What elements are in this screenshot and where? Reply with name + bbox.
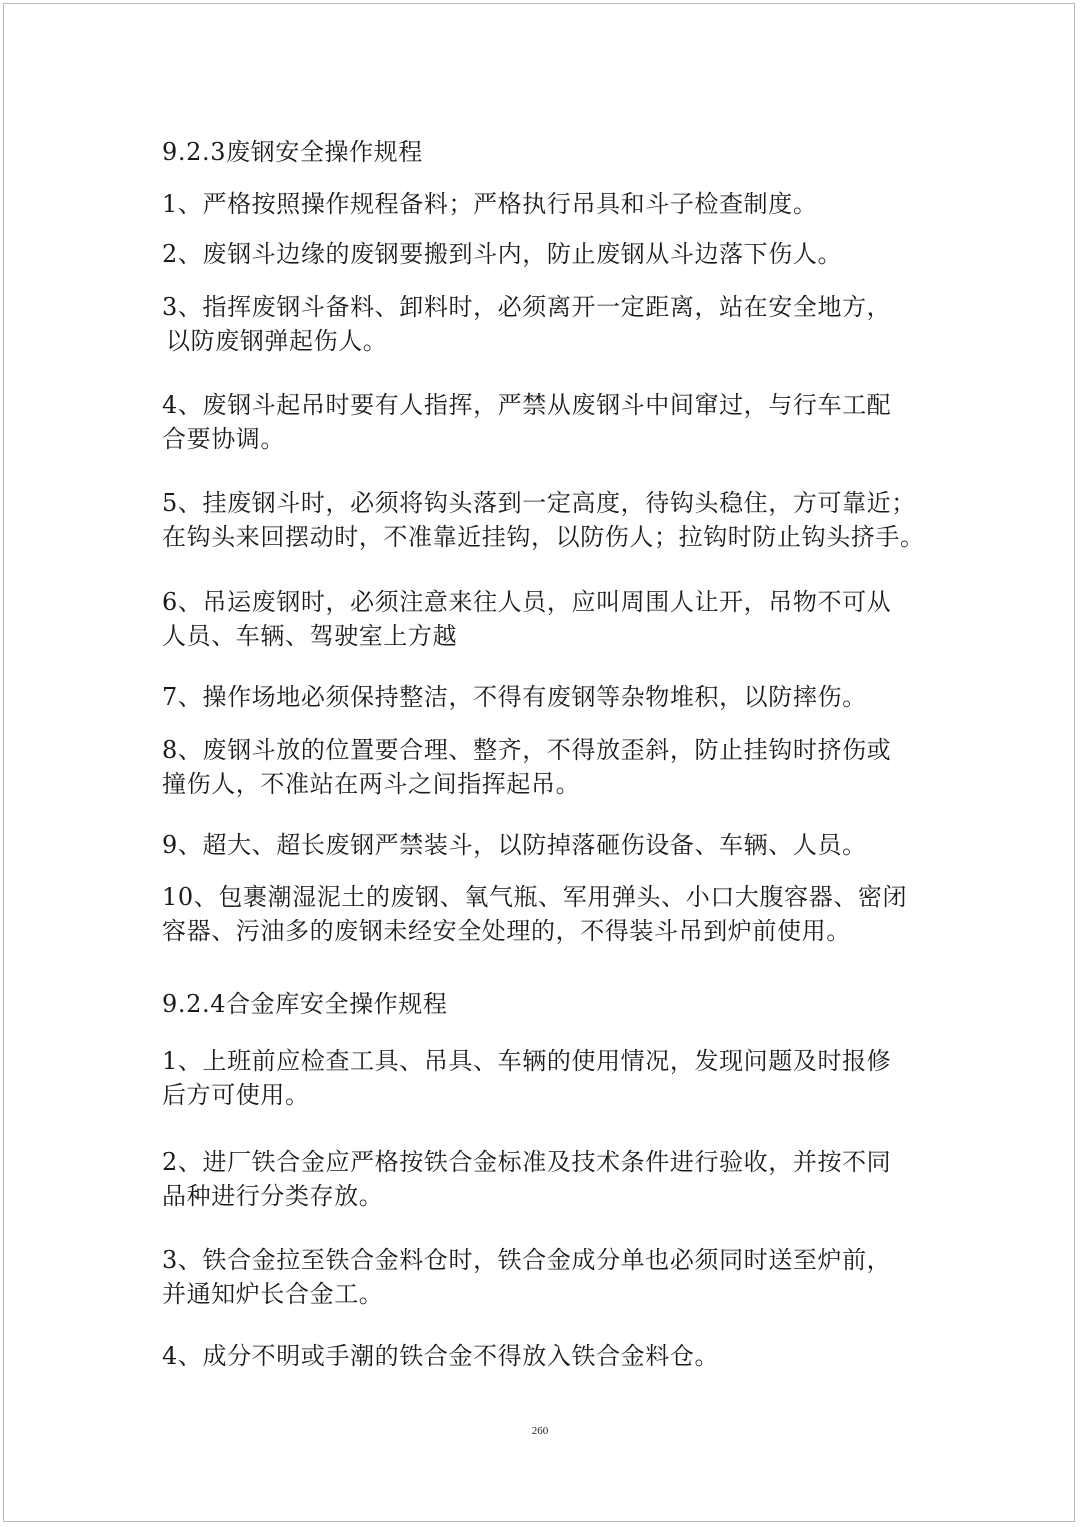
list-item-923-2 [162, 237, 922, 271]
list-item-line: 合要协调。 [162, 425, 285, 453]
list-item-line: 后方可使用。 [162, 1081, 310, 1109]
list-item-line: 以防废钢弹起伤人。 [166, 327, 388, 355]
list-item-923-6 [162, 585, 922, 653]
list-item-line: 4、废钢斗起吊时要有人指挥，严禁从废钢斗中间窜过，与行车工配 [162, 391, 892, 419]
list-item-924-3 [162, 1243, 922, 1311]
list-item-line: 容器、污油多的废钢未经安全处理的，不得装斗吊到炉前使用。 [162, 917, 851, 945]
list-item-923-1 [162, 187, 922, 221]
list-item-923-10 [162, 880, 922, 948]
list-item-line: 2、进厂铁合金应严格按铁合金标准及技术条件进行验收，并按不同 [162, 1148, 892, 1176]
list-item-line: 7、操作场地必须保持整洁，不得有废钢等杂物堆积，以防摔伤。 [162, 683, 867, 711]
section-heading-923 [162, 135, 922, 169]
list-item-line: 3、指挥废钢斗备料、卸料时，必须离开一定距离，站在安全地方， [162, 293, 892, 321]
list-item-923-8 [162, 733, 922, 801]
list-item-line: 1、上班前应检查工具、吊具、车辆的使用情况，发现问题及时报修 [162, 1047, 892, 1075]
list-item-924-4 [162, 1339, 922, 1373]
list-item-923-9 [162, 828, 922, 862]
list-item-923-7 [162, 680, 922, 714]
list-item-923-3 [162, 290, 922, 358]
list-item-line: 5、挂废钢斗时，必须将钩头落到一定高度，待钩头稳住，方可靠近； [162, 489, 916, 517]
section-heading-text: 9.2.3废钢安全操作规程 [162, 138, 423, 166]
list-item-line: 1、严格按照操作规程备料；严格执行吊具和斗子检查制度。 [162, 190, 818, 218]
list-item-line: 撞伤人，不准站在两斗之间指挥起吊。 [162, 770, 581, 798]
page-number: 260 [531, 1425, 549, 1437]
list-item-line: 10、包裹潮湿泥土的废钢、氧气瓶、军用弹头、小口大腹容器、密闭 [162, 883, 908, 911]
list-item-line: 在钩头来回摆动时，不准靠近挂钩，以防伤人；拉钩时防止钩头挤手。 [162, 523, 925, 551]
list-item-924-1 [162, 1044, 922, 1112]
list-item-line: 4、成分不明或手潮的铁合金不得放入铁合金料仓。 [162, 1342, 720, 1370]
list-item-924-2 [162, 1145, 922, 1213]
list-item-line: 人员、车辆、驾驶室上方越 [162, 622, 458, 650]
list-item-923-5 [162, 486, 925, 554]
list-item-line: 9、超大、超长废钢严禁装斗，以防掉落砸伤设备、车辆、人员。 [162, 831, 867, 859]
list-item-line: 并通知炉长合金工。 [162, 1280, 384, 1308]
list-item-line: 2、废钢斗边缘的废钢要搬到斗内，防止废钢从斗边落下伤人。 [162, 240, 843, 268]
list-item-line: 6、吊运废钢时，必须注意来往人员，应叫周围人让开，吊物不可从 [162, 588, 892, 616]
list-item-line: 3、铁合金拉至铁合金料仓时，铁合金成分单也必须同时送至炉前， [162, 1246, 892, 1274]
list-item-923-4 [162, 388, 922, 456]
section-heading-924 [162, 987, 922, 1021]
section-heading-text: 9.2.4合金库安全操作规程 [162, 990, 448, 1018]
list-item-line: 8、废钢斗放的位置要合理、整齐，不得放歪斜，防止挂钩时挤伤或 [162, 736, 892, 764]
list-item-line: 品种进行分类存放。 [162, 1182, 384, 1210]
